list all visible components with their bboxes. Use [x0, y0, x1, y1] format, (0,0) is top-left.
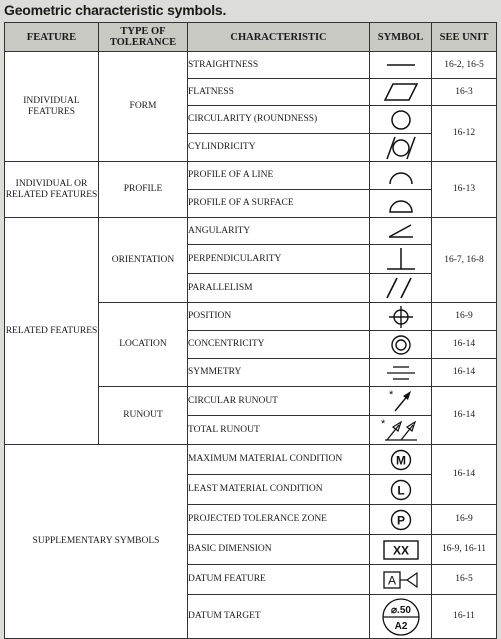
header-tolerance: TYPE OF TOLERANCE [99, 23, 188, 52]
table-row [5, 445, 497, 475]
datum-letter: A [387, 573, 396, 587]
unit-cell: 16-3 [432, 79, 497, 106]
header-symbol: SYMBOL [370, 23, 432, 52]
unit-cell: 16-14 [432, 359, 497, 387]
projected-zone-icon [370, 505, 432, 535]
characteristic-cell: FLATNESS [188, 79, 370, 106]
mmc-icon [370, 445, 432, 475]
angularity-icon [370, 218, 432, 245]
unit-cell: 16-14 [432, 387, 497, 445]
unit-cell: 16-9 [432, 303, 497, 331]
characteristic-cell: ANGULARITY [188, 218, 370, 245]
characteristic-cell: PROFILE OF A SURFACE [188, 190, 370, 218]
geometric-symbols-table [4, 22, 497, 639]
header-see-unit: SEE UNIT [432, 23, 497, 52]
characteristic-cell: TOTAL RUNOUT [188, 416, 370, 445]
header-characteristic: CHARACTERISTIC [188, 23, 370, 52]
tolerance-location: LOCATION [99, 303, 188, 387]
characteristic-cell: STRAIGHTNESS [188, 52, 370, 79]
tolerance-profile: PROFILE [99, 162, 188, 218]
unit-cell: 16-13 [432, 162, 497, 218]
feature-individual: INDIVIDUAL FEATURES [5, 52, 99, 162]
unit-cell: 16-9 [432, 505, 497, 535]
datum-feature-icon [370, 565, 432, 595]
characteristic-cell: BASIC DIMENSION [188, 535, 370, 565]
lmc-icon [370, 475, 432, 505]
datum-target-icon [370, 595, 432, 639]
position-icon [370, 303, 432, 331]
profile-surface-icon [370, 190, 432, 218]
characteristic-cell: DATUM FEATURE [188, 565, 370, 595]
feature-supplementary: SUPPLEMENTARY SYMBOLS [5, 445, 188, 639]
tolerance-orientation: ORIENTATION [99, 218, 188, 303]
unit-cell: 16-12 [432, 106, 497, 162]
characteristic-cell: POSITION [188, 303, 370, 331]
characteristic-cell: CYLINDRICITY [188, 134, 370, 162]
basic-text: XX [392, 543, 409, 557]
unit-cell: 16-14 [432, 331, 497, 359]
table-row [5, 52, 497, 79]
perpendicularity-icon [370, 245, 432, 274]
parallelism-icon [370, 274, 432, 303]
characteristic-cell: PROFILE OF A LINE [188, 162, 370, 190]
total-runout-icon [370, 416, 432, 445]
datum-target-bottom: A2 [394, 620, 407, 632]
flatness-icon [370, 79, 432, 106]
table-row [5, 218, 497, 245]
characteristic-cell: SYMMETRY [188, 359, 370, 387]
characteristic-cell: CONCENTRICITY [188, 331, 370, 359]
characteristic-cell: LEAST MATERIAL CONDITION [188, 475, 370, 505]
unit-cell: 16-2, 16-5 [432, 52, 497, 79]
circularity-icon [370, 106, 432, 134]
characteristic-cell: PARALLELISM [188, 274, 370, 303]
characteristic-cell: CIRCULAR RUNOUT [188, 387, 370, 416]
table-row [5, 162, 497, 190]
feature-individual-or-related: INDIVIDUAL OR RELATED FEATURES [5, 162, 99, 218]
concentricity-icon [370, 331, 432, 359]
symmetry-icon [370, 359, 432, 387]
header-row [5, 23, 497, 52]
tolerance-runout: RUNOUT [99, 387, 188, 445]
svg-text:*: * [388, 389, 393, 401]
svg-text:*: * [380, 418, 385, 430]
datum-target-top: ⌀.50 [390, 604, 411, 616]
header-feature: FEATURE [5, 23, 99, 52]
projected-letter: P [396, 513, 405, 527]
cylindricity-icon [370, 134, 432, 162]
unit-cell: 16-9, 16-11 [432, 535, 497, 565]
unit-cell: 16-14 [432, 445, 497, 505]
unit-cell: 16-5 [432, 565, 497, 595]
straightness-icon [370, 52, 432, 79]
characteristic-cell: DATUM TARGET [188, 595, 370, 639]
characteristic-cell: PERPENDICULARITY [188, 245, 370, 274]
characteristic-cell: MAXIMUM MATERIAL CONDITION [188, 445, 370, 475]
basic-dimension-icon [370, 535, 432, 565]
unit-cell: 16-7, 16-8 [432, 218, 497, 303]
lmc-letter: L [396, 483, 405, 497]
profile-line-icon [370, 162, 432, 190]
characteristic-cell: PROJECTED TOLERANCE ZONE [188, 505, 370, 535]
page-title: Geometric characteristic symbols. [4, 2, 227, 18]
tolerance-form: FORM [99, 52, 188, 162]
unit-cell: 16-11 [432, 595, 497, 639]
circular-runout-icon [370, 387, 432, 416]
characteristic-cell: CIRCULARITY (ROUNDNESS) [188, 106, 370, 134]
mmc-letter: M [395, 453, 406, 467]
feature-related: RELATED FEATURES [5, 218, 99, 445]
